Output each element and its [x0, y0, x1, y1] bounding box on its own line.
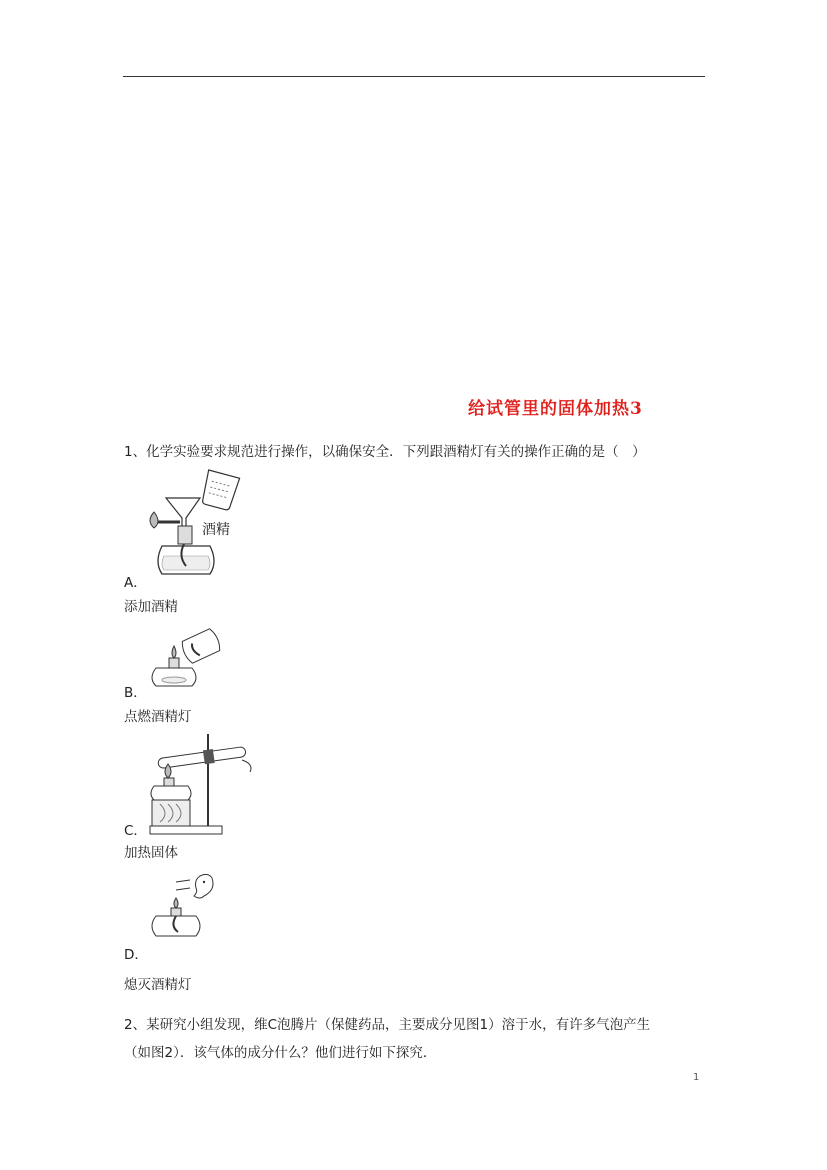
- question-2-line-1: 2、某研究小组发现，维C泡腾片（保健药品，主要成分见图1）溶于水，有许多气泡产生: [124, 1017, 651, 1033]
- option-b-caption: 点燃酒精灯: [124, 709, 192, 725]
- page-number: 1: [693, 1072, 700, 1083]
- option-b-letter: B．: [124, 685, 147, 701]
- option-a-letter: A．: [124, 575, 147, 591]
- document-title: 给试管里的固体加热3: [468, 399, 643, 419]
- figure-extinguish-lamp: [146, 870, 226, 940]
- question-1-stem: 1、化学实验要求规范进行操作，以确保安全．下列跟酒精灯有关的操作正确的是（ ）: [124, 444, 646, 460]
- option-c-caption: 加热固体: [124, 845, 178, 861]
- option-a-caption: 添加酒精: [124, 599, 178, 615]
- figure-heat-solid: [146, 730, 258, 836]
- question-2-line-2: （如图2）．该气体的成分什么？他们进行如下探究．: [124, 1045, 437, 1061]
- figure-light-lamp: [146, 624, 226, 688]
- option-d-letter: D．: [124, 947, 148, 963]
- figure-add-alcohol: [140, 466, 250, 578]
- alcohol-label: 酒精: [202, 522, 230, 538]
- header-rule: [123, 76, 705, 77]
- option-c-letter: C．: [124, 823, 147, 839]
- option-d-caption: 熄灭酒精灯: [124, 977, 192, 993]
